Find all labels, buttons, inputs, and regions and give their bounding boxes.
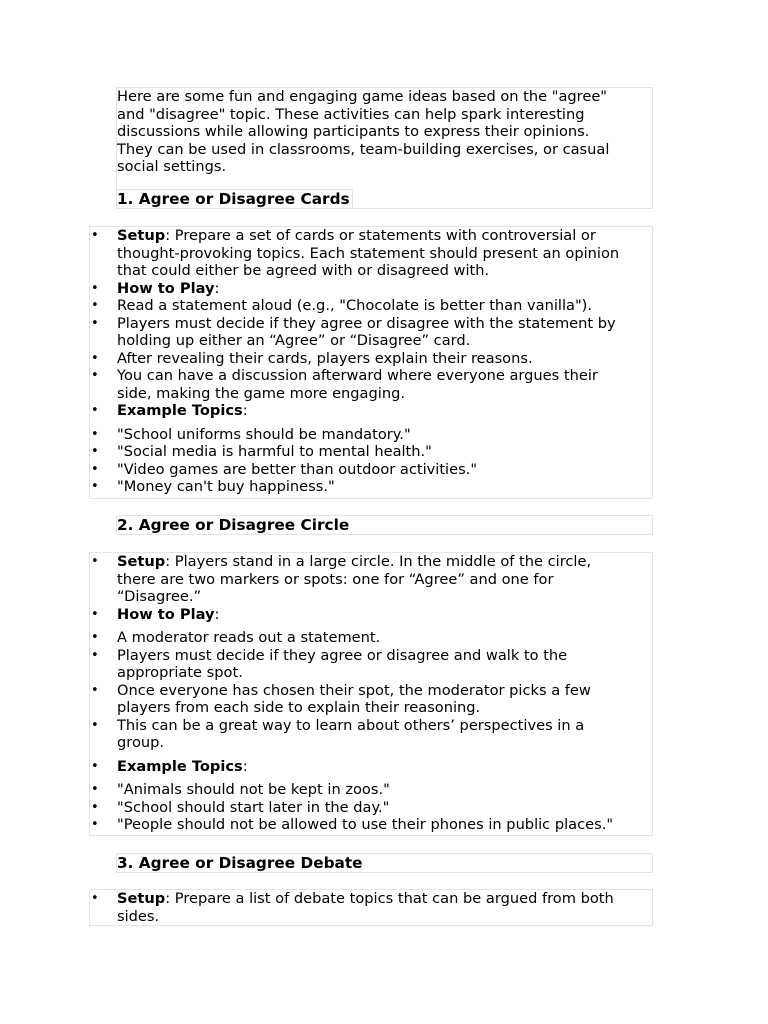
setup-item: • Setup: Prepare a list of debate topics that can be argued from both sides. xyxy=(90,890,652,925)
intro-line: discussions while allowing participants to express their opinions. xyxy=(117,123,590,140)
list-item: • "School should start later in the day." xyxy=(90,799,652,817)
list-item: • Players must decide if they agree or disagree and walk to the appropriate spot. xyxy=(90,647,652,682)
setup-item: • Setup: Prepare a set of cards or statements with controversial or thought-provoking topics. Each statement should present an opinion that could either be agreed with or disagreed with. xyxy=(90,227,652,280)
list-item: • Read a statement aloud (e.g., "Chocolate is better than vanilla"). xyxy=(90,297,652,315)
list-item: • After revealing their cards, players explain their reasons. xyxy=(90,350,652,368)
section-1-list xyxy=(89,226,653,499)
topics-item: • Example Topics: xyxy=(90,758,652,776)
list-item: • This can be a great way to learn about others’ perspectives in a group. xyxy=(90,717,652,752)
list-item: • Once everyone has chosen their spot, the moderator picks a few players from each side to explain their reasoning. xyxy=(90,682,652,717)
section-3-heading: 3. Agree or Disagree Debate xyxy=(117,854,363,872)
list-item: • "School uniforms should be mandatory." xyxy=(90,426,652,444)
topics-item: • Example Topics: xyxy=(90,402,652,420)
intro-paragraph xyxy=(116,87,653,209)
howto-item: • How to Play: xyxy=(90,606,652,624)
list-item: • "People should not be allowed to use their phones in public places." xyxy=(90,816,652,834)
list-item: • Players must decide if they agree or disagree with the statement by holding up either an “Agree” or “Disagree” card. xyxy=(90,315,652,350)
section-2-list xyxy=(89,552,653,836)
howto-item: • How to Play: xyxy=(90,280,652,298)
section-1-heading: 1. Agree or Disagree Cards xyxy=(116,189,353,209)
list-item: • "Money can't buy happiness." xyxy=(90,478,652,496)
list-item: • You can have a discussion afterward where everyone argues their side, making the game more engaging. xyxy=(90,367,652,402)
setup-item: • Setup: Players stand in a large circle. In the middle of the circle, there are two markers or spots: one for “Agree” and one for “Disagree.” xyxy=(90,553,652,606)
section-3-heading-box xyxy=(116,853,653,873)
section-2-heading-box xyxy=(116,515,653,535)
intro-line: They can be used in classrooms, team-building exercises, or casual xyxy=(117,140,610,158)
intro-line: Here are some fun and engaging game ideas based on the "agree" xyxy=(117,88,608,105)
list-item: • A moderator reads out a statement. xyxy=(90,629,652,647)
intro-line: social settings. xyxy=(117,158,227,175)
list-item: • "Video games are better than outdoor activities." xyxy=(90,461,652,479)
section-3-list xyxy=(89,889,653,926)
section-2-heading: 2. Agree or Disagree Circle xyxy=(117,516,350,534)
list-item: • "Social media is harmful to mental health." xyxy=(90,443,652,461)
intro-line: and "disagree" topic. These activities can help spark interesting xyxy=(117,105,585,123)
list-item: • "Animals should not be kept in zoos." xyxy=(90,781,652,799)
